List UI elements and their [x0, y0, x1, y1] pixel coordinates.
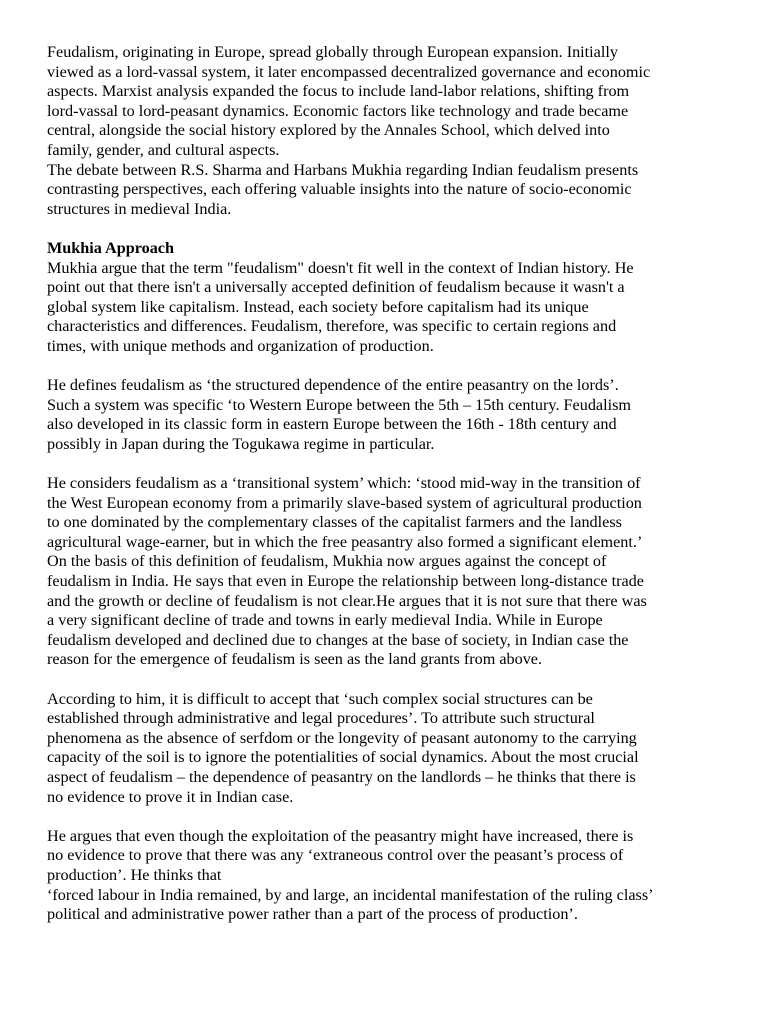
paragraph-spacer — [47, 670, 737, 690]
text-line: times, with unique methods and organization of production. — [47, 336, 434, 355]
text-line: no evidence to prove it in Indian case. — [47, 787, 294, 806]
paragraph-spacer — [47, 357, 737, 377]
text-line: to one dominated by the complementary classes of the capitalist farmers and the landless — [47, 513, 622, 532]
text-line: political and administrative power rather than a part of the process of production’. — [47, 905, 578, 924]
text-line: He considers feudalism as a ‘transitional system’ which: ‘stood mid-way in the transition of — [47, 474, 641, 493]
text-line: reason for the emergence of feudalism is seen as the land grants from above. — [47, 650, 543, 669]
text-line: agricultural wage-earner, but in which the free peasantry also formed a significant element.’ — [47, 532, 643, 551]
text-line: a very significant decline of trade and towns in early medieval India. While in Europe — [47, 611, 603, 630]
text-line: ‘forced labour in India remained, by and large, an incidental manifestation of the ruling class’ — [47, 885, 654, 904]
text-line: Feudalism, originating in Europe, spread globally through European expansion. Initially — [47, 43, 618, 61]
paragraph-1 — [47, 259, 737, 357]
text-line: lord-vassal to lord-peasant dynamics. Economic factors like technology and trade became — [47, 101, 629, 120]
text-line: possibly in Japan during the Togukawa regime in particular. — [47, 434, 435, 453]
text-line: established through administrative and legal procedures’. To attribute such structural — [47, 709, 595, 728]
text-line: He argues that even though the exploitation of the peasantry might have increased, there is — [47, 826, 634, 845]
text-line: phenomena as the absence of serfdom or the longevity of peasant autonomy to the carrying — [47, 728, 637, 747]
paragraph-3 — [47, 474, 737, 670]
text-line: production’. He thinks that — [47, 865, 222, 884]
text-line: According to him, it is difficult to accept that ‘such complex social structures can be — [47, 689, 593, 708]
text-line: On the basis of this definition of feudalism, Mukhia now argues against the concept of — [47, 552, 607, 571]
text-line: characteristics and differences. Feudalism, therefore, was specific to certain regions and — [47, 317, 617, 336]
text-line: the West European economy from a primarily slave-based system of agricultural production — [47, 493, 642, 512]
text-line: capacity of the soil is to ignore the potentialities of social dynamics. About the most crucial — [47, 748, 639, 767]
text-line: no evidence to prove that there was any ‘extraneous control over the peasant’s process of — [47, 846, 624, 865]
intro-paragraph — [47, 43, 737, 219]
text-line: point out that there isn't a universally accepted definition of feudalism because it wasn't a — [47, 278, 625, 297]
text-line: aspects. Marxist analysis expanded the focus to include land-labor relations, shifting from — [47, 82, 630, 101]
text-line: He defines feudalism as ‘the structured dependence of the entire peasantry on the lords’. — [47, 376, 619, 395]
paragraph-5 — [47, 827, 737, 925]
text-line: feudalism developed and declined due to changes at the base of society, in Indian case the — [47, 630, 629, 649]
text-line: family, gender, and cultural aspects. — [47, 140, 280, 159]
text-line: feudalism in India. He says that even in Europe the relationship between long-distance trade — [47, 572, 644, 591]
text-line: structures in medieval India. — [47, 199, 232, 218]
paragraph-4 — [47, 690, 737, 808]
text-line: aspect of feudalism – the dependence of peasantry on the landlords – he thinks that there is — [47, 767, 636, 786]
text-line: and the growth or decline of feudalism is not clear.He argues that it is not sure that there was — [47, 591, 647, 610]
text-line: viewed as a lord-vassal system, it later encompassed decentralized governance and economic — [47, 62, 651, 81]
text-line: also developed in its classic form in eastern Europe between the 16th - 18th century and — [47, 415, 617, 434]
paragraph-spacer — [47, 807, 737, 827]
paragraph-spacer — [47, 454, 737, 474]
paragraph-2 — [47, 376, 737, 454]
document-page — [47, 43, 737, 925]
section-heading: Mukhia Approach — [47, 238, 174, 257]
text-line: The debate between R.S. Sharma and Harbans Mukhia regarding Indian feudalism presents — [47, 160, 639, 179]
text-line: global system like capitalism. Instead, each society before capitalism had its unique — [47, 297, 589, 316]
text-line: Mukhia argue that the term "feudalism" doesn't fit well in the context of Indian history. He — [47, 258, 634, 277]
text-line: Such a system was specific ‘to Western Europe between the 5th – 15th century. Feudalism — [47, 395, 631, 414]
text-line: contrasting perspectives, each offering valuable insights into the nature of socio-economic — [47, 180, 632, 199]
paragraph-spacer — [47, 219, 737, 239]
text-line: central, alongside the social history explored by the Annales School, which delved into — [47, 121, 610, 140]
